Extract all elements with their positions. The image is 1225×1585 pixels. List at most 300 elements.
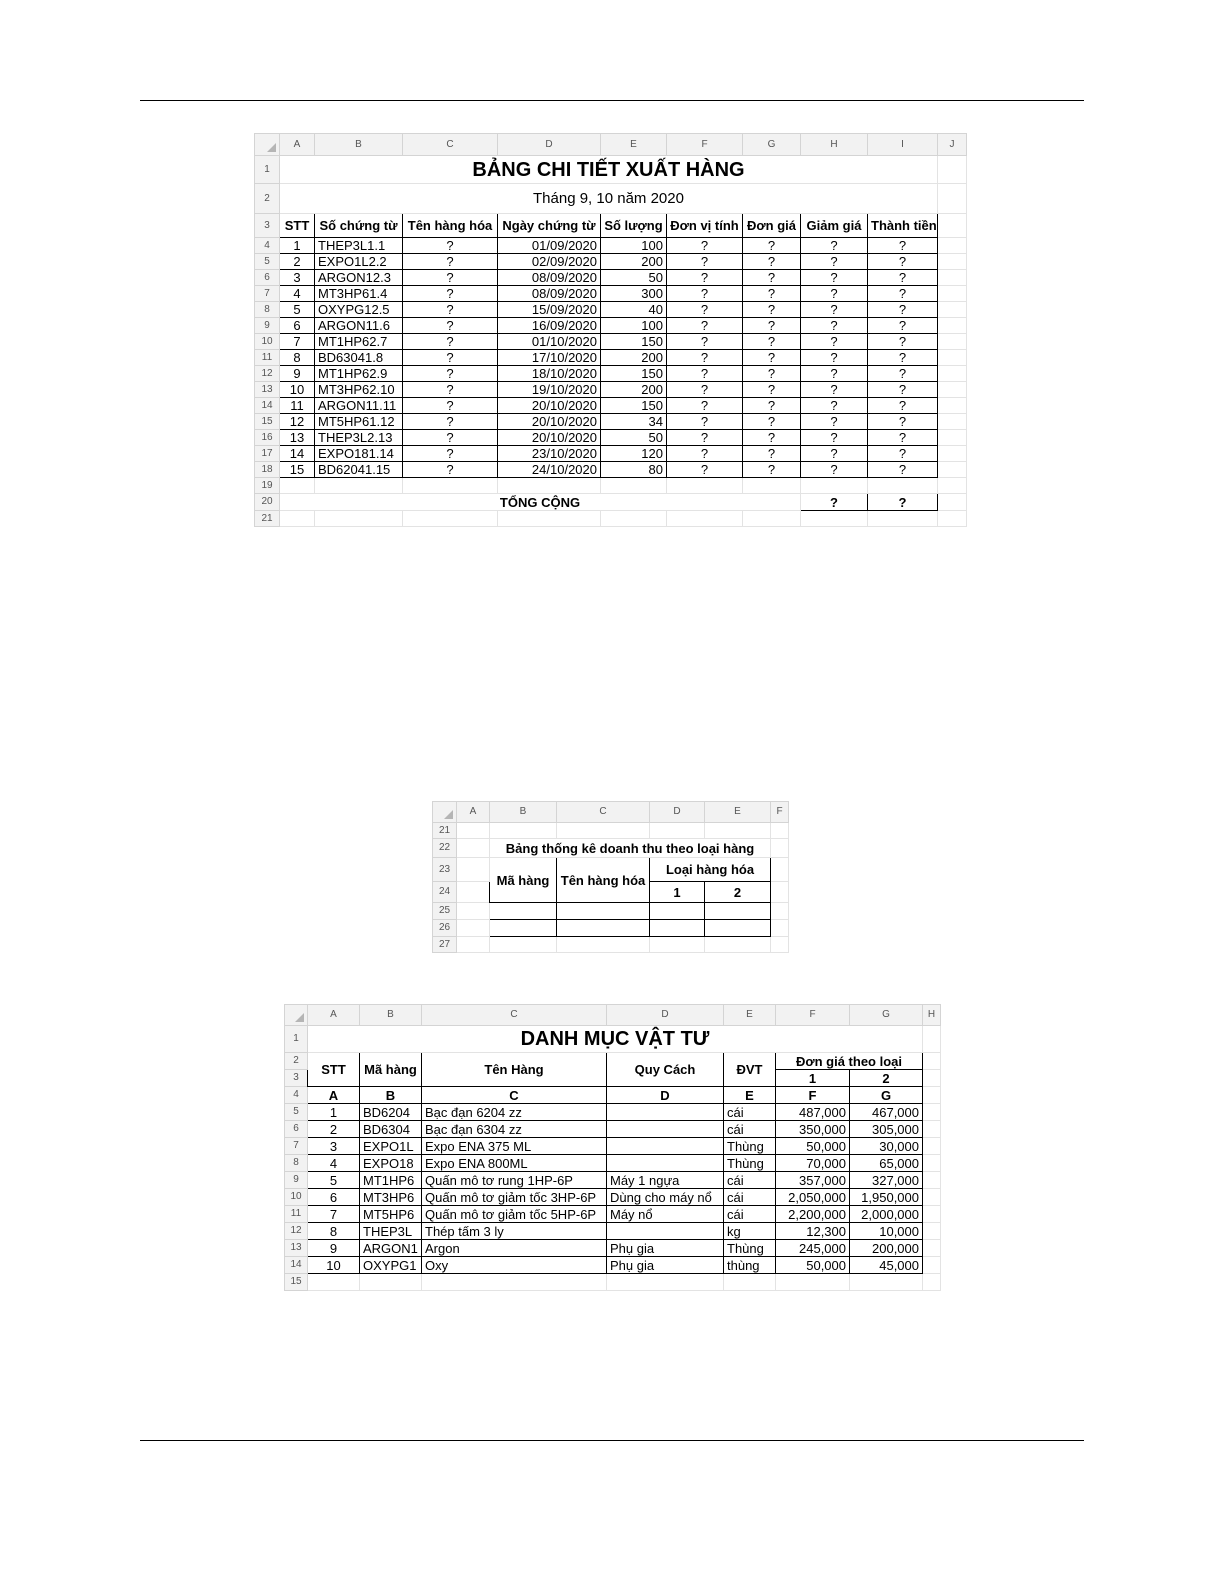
cell-so-luong[interactable]: 100 [601,238,667,254]
cell-ngay-chung-tu[interactable]: 23/10/2020 [498,446,601,462]
cell-don-vi-tinh[interactable]: ? [667,398,743,414]
cell-ten-hang-hoa[interactable]: ? [403,366,498,382]
col-header-c[interactable]: C [403,134,498,156]
col-header-d[interactable]: D [650,802,705,823]
cell-thanh-tien[interactable]: ? [868,382,938,398]
cell-ten-hang-hoa[interactable]: ? [403,430,498,446]
cell-so-luong[interactable]: 40 [601,302,667,318]
cell-so-chung-tu[interactable]: BD62041.15 [315,462,403,478]
cell-so-chung-tu[interactable]: EXPO181.14 [315,446,403,462]
cell-quy-cach[interactable] [607,1121,724,1138]
cell-giam-gia[interactable]: ? [801,334,868,350]
cell-stt[interactable]: 10 [308,1257,360,1274]
cell-ten-hang-hoa[interactable]: ? [403,350,498,366]
cell-dvt[interactable]: Thùng [724,1155,776,1172]
row-header[interactable]: 3 [255,214,280,238]
row-header[interactable]: 4 [285,1087,308,1104]
cell-thanh-tien[interactable]: ? [868,446,938,462]
cell-stt[interactable]: 9 [308,1240,360,1257]
select-all-corner[interactable] [285,1005,308,1026]
cell-don-vi-tinh[interactable]: ? [667,286,743,302]
row-header[interactable]: 2 [255,184,280,214]
cell-ngay-chung-tu[interactable]: 19/10/2020 [498,382,601,398]
cell-don-gia[interactable]: ? [743,366,801,382]
cell-ten-hang[interactable]: Quấn mô tơ giảm tốc 3HP-6P [422,1189,607,1206]
cell-don-vi-tinh[interactable]: ? [667,254,743,270]
cell-don-vi-tinh[interactable]: ? [667,350,743,366]
cell-so-luong[interactable]: 200 [601,350,667,366]
cell-stt[interactable]: 7 [308,1206,360,1223]
col-header-e[interactable]: E [601,134,667,156]
cell-so-chung-tu[interactable]: THEP3L1.1 [315,238,403,254]
cell-don-gia[interactable]: ? [743,462,801,478]
cell-ten-hang[interactable]: Oxy [422,1257,607,1274]
cell-ngay-chung-tu[interactable]: 16/09/2020 [498,318,601,334]
cell-don-gia[interactable]: ? [743,254,801,270]
cell-don-gia[interactable]: ? [743,270,801,286]
cell-don-gia[interactable]: ? [743,334,801,350]
cell-giam-gia[interactable]: ? [801,430,868,446]
col-header-d[interactable]: D [607,1005,724,1026]
row-header[interactable]: 6 [285,1121,308,1138]
row-header[interactable]: 11 [285,1206,308,1223]
cell-dvt[interactable]: Thùng [724,1240,776,1257]
cell-don-vi-tinh[interactable]: ? [667,446,743,462]
cell-ngay-chung-tu[interactable]: 20/10/2020 [498,414,601,430]
cell-giam-gia[interactable]: ? [801,270,868,286]
row-header[interactable]: 10 [255,334,280,350]
cell-ma-hang[interactable]: MT3HP6 [360,1189,422,1206]
cell-don-gia-2[interactable]: 10,000 [850,1223,923,1240]
cell-so-luong[interactable]: 34 [601,414,667,430]
row-header[interactable]: 26 [433,920,457,937]
row-header[interactable]: 9 [285,1172,308,1189]
cell-dvt[interactable]: cái [724,1104,776,1121]
cell-quy-cach[interactable] [607,1138,724,1155]
cell-so-luong[interactable]: 200 [601,254,667,270]
col-header-h[interactable]: H [801,134,868,156]
cell-don-gia[interactable]: ? [743,302,801,318]
row-header[interactable]: 14 [285,1257,308,1274]
cell-so-chung-tu[interactable]: MT3HP61.4 [315,286,403,302]
cell-don-gia[interactable]: ? [743,398,801,414]
cell-ngay-chung-tu[interactable]: 08/09/2020 [498,270,601,286]
cell-ma-hang[interactable]: EXPO18 [360,1155,422,1172]
cell-so-chung-tu[interactable]: MT3HP62.10 [315,382,403,398]
empty-cell[interactable] [923,1206,941,1223]
col-header-b[interactable]: B [360,1005,422,1026]
cell-quy-cach[interactable]: Dùng cho máy nổ [607,1189,724,1206]
cell-so-chung-tu[interactable]: OXYPG12.5 [315,302,403,318]
cell-so-chung-tu[interactable]: ARGON12.3 [315,270,403,286]
cell-thanh-tien[interactable]: ? [868,414,938,430]
row-header[interactable]: 10 [285,1189,308,1206]
row-header[interactable]: 27 [433,937,457,953]
col-header-a[interactable]: A [457,802,490,823]
cell-thanh-tien[interactable]: ? [868,318,938,334]
cell-dvt[interactable]: cái [724,1206,776,1223]
cell[interactable] [650,903,705,920]
cell-don-vi-tinh[interactable]: ? [667,270,743,286]
cell-so-chung-tu[interactable]: ARGON11.6 [315,318,403,334]
cell-ngay-chung-tu[interactable]: 02/09/2020 [498,254,601,270]
cell-quy-cach[interactable]: Phụ gia [607,1257,724,1274]
col-header-j[interactable]: J [938,134,967,156]
cell-don-gia-1[interactable]: 2,200,000 [776,1206,850,1223]
cell-ten-hang[interactable]: Quấn mô tơ rung 1HP-6P [422,1172,607,1189]
col-header-a[interactable]: A [308,1005,360,1026]
cell-dvt[interactable]: kg [724,1223,776,1240]
cell-giam-gia[interactable]: ? [801,254,868,270]
cell-don-gia[interactable]: ? [743,238,801,254]
cell-don-gia-2[interactable]: 1,950,000 [850,1189,923,1206]
select-all-corner[interactable] [433,802,457,823]
cell-don-gia-1[interactable]: 2,050,000 [776,1189,850,1206]
cell-so-chung-tu[interactable]: MT5HP61.12 [315,414,403,430]
col-header-h[interactable]: H [923,1005,941,1026]
col-header-c[interactable]: C [557,802,650,823]
cell-don-vi-tinh[interactable]: ? [667,238,743,254]
cell-giam-gia[interactable]: ? [801,414,868,430]
cell-don-gia-1[interactable]: 350,000 [776,1121,850,1138]
cell-stt[interactable]: 3 [280,270,315,286]
cell-so-luong[interactable]: 80 [601,462,667,478]
empty-cell[interactable] [923,1223,941,1240]
row-header[interactable]: 5 [285,1104,308,1121]
empty-cell[interactable] [938,350,967,366]
cell[interactable] [705,920,771,937]
empty-cell[interactable] [938,302,967,318]
cell-ten-hang-hoa[interactable]: ? [403,318,498,334]
cell-stt[interactable]: 5 [308,1172,360,1189]
cell-ten-hang-hoa[interactable]: ? [403,398,498,414]
cell-don-vi-tinh[interactable]: ? [667,334,743,350]
row-header[interactable]: 9 [255,318,280,334]
cell-don-gia[interactable]: ? [743,430,801,446]
row-header[interactable]: 14 [255,398,280,414]
cell-stt[interactable]: 14 [280,446,315,462]
cell-thanh-tien[interactable]: ? [868,286,938,302]
cell-don-gia[interactable]: ? [743,382,801,398]
cell-dvt[interactable]: cái [724,1189,776,1206]
row-header[interactable]: 1 [255,156,280,184]
cell-stt[interactable]: 4 [280,286,315,302]
cell-stt[interactable]: 6 [308,1189,360,1206]
row-header[interactable]: 25 [433,903,457,920]
empty-cell[interactable] [938,286,967,302]
row-header[interactable]: 5 [255,254,280,270]
cell-so-luong[interactable]: 120 [601,446,667,462]
cell-so-chung-tu[interactable]: BD63041.8 [315,350,403,366]
col-header-i[interactable]: I [868,134,938,156]
cell-ten-hang[interactable]: Bạc đạn 6204 zz [422,1104,607,1121]
cell-giam-gia[interactable]: ? [801,318,868,334]
cell-don-gia[interactable]: ? [743,286,801,302]
cell-stt[interactable]: 4 [308,1155,360,1172]
cell-ten-hang[interactable]: Expo ENA 800ML [422,1155,607,1172]
cell-quy-cach[interactable]: Phụ gia [607,1240,724,1257]
cell-don-gia-2[interactable]: 327,000 [850,1172,923,1189]
cell-don-gia-2[interactable]: 305,000 [850,1121,923,1138]
cell-don-vi-tinh[interactable]: ? [667,366,743,382]
col-header-c[interactable]: C [422,1005,607,1026]
cell-don-gia-2[interactable]: 30,000 [850,1138,923,1155]
cell-dvt[interactable]: cái [724,1121,776,1138]
cell[interactable] [490,903,557,920]
row-header[interactable]: 11 [255,350,280,366]
row-header[interactable]: 3 [285,1070,308,1087]
cell-so-chung-tu[interactable]: ARGON11.11 [315,398,403,414]
cell-don-gia-2[interactable]: 2,000,000 [850,1206,923,1223]
empty-cell[interactable] [923,1189,941,1206]
cell-giam-gia[interactable]: ? [801,350,868,366]
cell-ngay-chung-tu[interactable]: 24/10/2020 [498,462,601,478]
cell-thanh-tien[interactable]: ? [868,270,938,286]
cell-don-gia[interactable]: ? [743,350,801,366]
cell-dvt[interactable]: Thùng [724,1138,776,1155]
total-discount[interactable]: ? [801,494,868,511]
cell-so-luong[interactable]: 50 [601,430,667,446]
cell-thanh-tien[interactable]: ? [868,334,938,350]
cell-thanh-tien[interactable]: ? [868,350,938,366]
cell-stt[interactable]: 11 [280,398,315,414]
empty-cell[interactable] [938,334,967,350]
cell-don-gia-2[interactable]: 65,000 [850,1155,923,1172]
cell-don-vi-tinh[interactable]: ? [667,430,743,446]
cell-giam-gia[interactable]: ? [801,398,868,414]
cell-don-gia-1[interactable]: 12,300 [776,1223,850,1240]
col-header-b[interactable]: B [315,134,403,156]
cell-giam-gia[interactable]: ? [801,366,868,382]
cell[interactable] [490,920,557,937]
col-header-d[interactable]: D [498,134,601,156]
cell-don-gia-1[interactable]: 50,000 [776,1138,850,1155]
cell-thanh-tien[interactable]: ? [868,430,938,446]
empty-cell[interactable] [938,446,967,462]
cell-ma-hang[interactable]: BD6204 [360,1104,422,1121]
cell-stt[interactable]: 5 [280,302,315,318]
row-header[interactable]: 4 [255,238,280,254]
cell-so-luong[interactable]: 50 [601,270,667,286]
cell-don-gia-1[interactable]: 487,000 [776,1104,850,1121]
cell-thanh-tien[interactable]: ? [868,366,938,382]
cell-so-luong[interactable]: 100 [601,318,667,334]
cell-don-gia[interactable]: ? [743,446,801,462]
row-header[interactable]: 6 [255,270,280,286]
select-all-corner[interactable] [255,134,280,156]
cell-thanh-tien[interactable]: ? [868,254,938,270]
cell-so-luong[interactable]: 300 [601,286,667,302]
cell-stt[interactable]: 1 [280,238,315,254]
cell-so-chung-tu[interactable]: EXPO1L2.2 [315,254,403,270]
row-header[interactable]: 21 [433,823,457,839]
row-header[interactable]: 15 [255,414,280,430]
cell-ngay-chung-tu[interactable]: 20/10/2020 [498,430,601,446]
cell-giam-gia[interactable]: ? [801,462,868,478]
cell[interactable] [557,920,650,937]
col-header-g[interactable]: G [850,1005,923,1026]
cell-don-vi-tinh[interactable]: ? [667,414,743,430]
cell-so-chung-tu[interactable]: MT1HP62.9 [315,366,403,382]
cell-thanh-tien[interactable]: ? [868,398,938,414]
cell-ngay-chung-tu[interactable]: 20/10/2020 [498,398,601,414]
cell-don-gia-1[interactable]: 245,000 [776,1240,850,1257]
row-header[interactable]: 13 [255,382,280,398]
row-header[interactable]: 7 [285,1138,308,1155]
cell-ten-hang-hoa[interactable]: ? [403,446,498,462]
empty-cell[interactable] [938,382,967,398]
total-amount[interactable]: ? [868,494,938,511]
cell-don-gia-2[interactable]: 200,000 [850,1240,923,1257]
cell-giam-gia[interactable]: ? [801,446,868,462]
cell-ten-hang-hoa[interactable]: ? [403,382,498,398]
cell-quy-cach[interactable]: Máy 1 ngựa [607,1172,724,1189]
cell-stt[interactable]: 2 [308,1121,360,1138]
col-header-f[interactable]: F [667,134,743,156]
cell-ten-hang-hoa[interactable]: ? [403,254,498,270]
cell-don-gia[interactable]: ? [743,318,801,334]
row-header[interactable]: 18 [255,462,280,478]
cell-so-chung-tu[interactable]: MT1HP62.7 [315,334,403,350]
empty-cell[interactable] [923,1138,941,1155]
empty-cell[interactable] [923,1257,941,1274]
cell-ten-hang-hoa[interactable]: ? [403,238,498,254]
cell-ten-hang[interactable]: Thép tấm 3 ly [422,1223,607,1240]
cell-don-gia-2[interactable]: 45,000 [850,1257,923,1274]
empty-cell[interactable] [938,254,967,270]
empty-cell[interactable] [923,1121,941,1138]
cell-quy-cach[interactable]: Máy nổ [607,1206,724,1223]
cell-ngay-chung-tu[interactable]: 18/10/2020 [498,366,601,382]
cell-stt[interactable]: 12 [280,414,315,430]
col-header-f[interactable]: F [771,802,789,823]
row-header[interactable]: 21 [255,511,280,527]
row-header[interactable]: 23 [433,858,457,882]
cell-ngay-chung-tu[interactable]: 01/09/2020 [498,238,601,254]
cell-stt[interactable]: 3 [308,1138,360,1155]
cell-giam-gia[interactable]: ? [801,382,868,398]
cell-ma-hang[interactable]: ARGON1 [360,1240,422,1257]
cell-don-vi-tinh[interactable]: ? [667,302,743,318]
cell-dvt[interactable]: cái [724,1172,776,1189]
col-header-g[interactable]: G [743,134,801,156]
empty-cell[interactable] [923,1104,941,1121]
cell-don-gia-2[interactable]: 467,000 [850,1104,923,1121]
cell[interactable] [557,903,650,920]
cell-quy-cach[interactable] [607,1223,724,1240]
empty-cell[interactable] [938,398,967,414]
cell-dvt[interactable]: thùng [724,1257,776,1274]
row-header[interactable]: 24 [433,882,457,903]
cell-so-luong[interactable]: 150 [601,398,667,414]
cell-ten-hang[interactable]: Argon [422,1240,607,1257]
row-header[interactable]: 19 [255,478,280,494]
cell-ma-hang[interactable]: BD6304 [360,1121,422,1138]
cell-stt[interactable]: 13 [280,430,315,446]
cell-ten-hang-hoa[interactable]: ? [403,286,498,302]
empty-cell[interactable] [938,430,967,446]
cell-ten-hang[interactable]: Expo ENA 375 ML [422,1138,607,1155]
cell-giam-gia[interactable]: ? [801,302,868,318]
cell[interactable] [705,903,771,920]
cell-thanh-tien[interactable]: ? [868,462,938,478]
cell-stt[interactable]: 6 [280,318,315,334]
empty-cell[interactable] [923,1240,941,1257]
cell-stt[interactable]: 1 [308,1104,360,1121]
cell-don-vi-tinh[interactable]: ? [667,462,743,478]
cell-ten-hang-hoa[interactable]: ? [403,302,498,318]
cell-giam-gia[interactable]: ? [801,286,868,302]
cell-ma-hang[interactable]: MT1HP6 [360,1172,422,1189]
cell-don-gia-1[interactable]: 70,000 [776,1155,850,1172]
cell-don-gia-1[interactable]: 357,000 [776,1172,850,1189]
cell-so-chung-tu[interactable]: THEP3L2.13 [315,430,403,446]
cell-stt[interactable]: 2 [280,254,315,270]
row-header[interactable]: 16 [255,430,280,446]
row-header[interactable]: 7 [255,286,280,302]
col-header-a[interactable]: A [280,134,315,156]
cell[interactable] [650,920,705,937]
empty-cell[interactable] [938,270,967,286]
cell-stt[interactable]: 15 [280,462,315,478]
cell-ma-hang[interactable]: OXYPG1 [360,1257,422,1274]
cell-thanh-tien[interactable]: ? [868,238,938,254]
empty-cell[interactable] [923,1172,941,1189]
row-header[interactable]: 12 [285,1223,308,1240]
cell-ten-hang-hoa[interactable]: ? [403,462,498,478]
cell-ma-hang[interactable]: MT5HP6 [360,1206,422,1223]
cell-ten-hang-hoa[interactable]: ? [403,270,498,286]
cell-stt[interactable]: 10 [280,382,315,398]
cell-stt[interactable]: 9 [280,366,315,382]
empty-cell[interactable] [938,318,967,334]
row-header[interactable]: 22 [433,839,457,858]
row-header[interactable]: 13 [285,1240,308,1257]
cell-ten-hang-hoa[interactable]: ? [403,414,498,430]
cell-ten-hang-hoa[interactable]: ? [403,334,498,350]
cell-ngay-chung-tu[interactable]: 01/10/2020 [498,334,601,350]
row-header[interactable]: 17 [255,446,280,462]
cell-quy-cach[interactable] [607,1155,724,1172]
col-header-e[interactable]: E [724,1005,776,1026]
cell-so-luong[interactable]: 200 [601,382,667,398]
cell-stt[interactable]: 7 [280,334,315,350]
cell-don-gia[interactable]: ? [743,414,801,430]
row-header[interactable]: 20 [255,494,280,511]
cell-quy-cach[interactable] [607,1104,724,1121]
cell-stt[interactable]: 8 [280,350,315,366]
cell-don-gia-1[interactable]: 50,000 [776,1257,850,1274]
row-header[interactable]: 8 [255,302,280,318]
cell-ten-hang[interactable]: Quấn mô tơ giảm tốc 5HP-6P [422,1206,607,1223]
cell-don-vi-tinh[interactable]: ? [667,318,743,334]
row-header[interactable]: 2 [285,1053,308,1070]
empty-cell[interactable] [938,238,967,254]
cell-so-luong[interactable]: 150 [601,334,667,350]
cell-ten-hang[interactable]: Bạc đạn 6304 zz [422,1121,607,1138]
cell-ma-hang[interactable]: EXPO1L [360,1138,422,1155]
cell-don-vi-tinh[interactable]: ? [667,382,743,398]
cell-ngay-chung-tu[interactable]: 15/09/2020 [498,302,601,318]
cell-ngay-chung-tu[interactable]: 08/09/2020 [498,286,601,302]
empty-cell[interactable] [923,1155,941,1172]
row-header[interactable]: 12 [255,366,280,382]
cell-ngay-chung-tu[interactable]: 17/10/2020 [498,350,601,366]
row-header[interactable]: 8 [285,1155,308,1172]
empty-cell[interactable] [938,462,967,478]
cell-stt[interactable]: 8 [308,1223,360,1240]
cell-so-luong[interactable]: 150 [601,366,667,382]
